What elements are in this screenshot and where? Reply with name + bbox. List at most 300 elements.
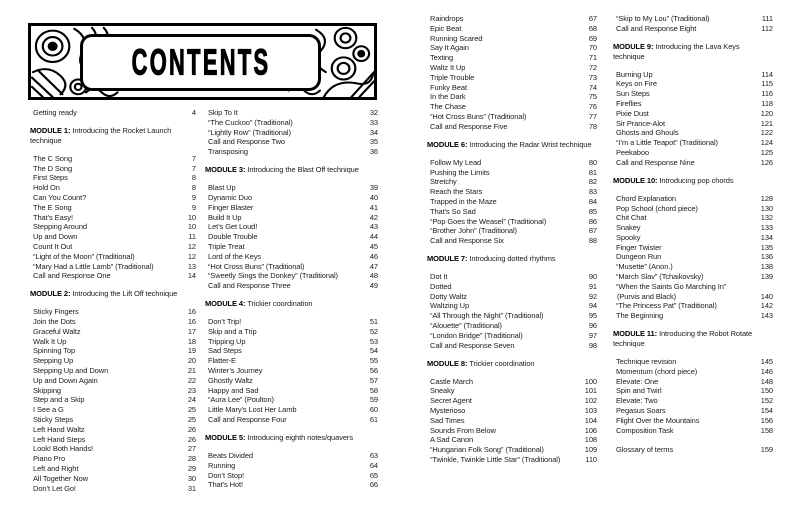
entry-title: A Sad Canon xyxy=(430,435,474,445)
toc-entry xyxy=(613,445,773,455)
entry-title: “When the Saints Go Marching In” xyxy=(616,281,727,291)
entry-page: 17 xyxy=(187,326,196,336)
toc-entry xyxy=(613,367,773,377)
entry-page: 10 xyxy=(187,222,196,232)
entry-title: Epic Beat xyxy=(430,23,462,33)
entry-title: Castle March xyxy=(430,376,473,386)
toc-entry xyxy=(205,213,378,223)
entry-page: 152 xyxy=(760,396,773,406)
toc-entry xyxy=(30,164,196,174)
entry-title: Don’t Let Go! xyxy=(33,483,76,493)
entry-page: 91 xyxy=(588,281,597,291)
entry-page: 87 xyxy=(588,226,597,236)
entry-page: 145 xyxy=(760,357,773,367)
entry-page: 135 xyxy=(760,242,773,252)
toc-entry xyxy=(205,395,378,405)
entry-page: 84 xyxy=(588,196,597,206)
entry-page: 74 xyxy=(588,82,597,92)
module-heading xyxy=(427,359,597,369)
entry-title: The C Song xyxy=(33,153,73,163)
entry-page: 126 xyxy=(760,157,773,167)
toc-entry xyxy=(427,396,597,406)
entry-page: 130 xyxy=(760,203,773,213)
entry-title: Call and Response Two xyxy=(208,137,285,147)
toc-entry xyxy=(427,158,597,168)
entry-title: “Mary Had a Little Lamb” (Traditional) xyxy=(33,261,154,271)
entry-page: 25 xyxy=(187,405,196,415)
entry-title: “Sweetly Sings the Donkey” (Traditional) xyxy=(208,271,338,281)
toc-entry xyxy=(30,327,196,337)
entry-title: “I’m a Little Teapot” (Traditional) xyxy=(616,138,718,148)
entry-page: 114 xyxy=(761,69,773,79)
entry-page: 61 xyxy=(369,415,378,425)
toc-entry xyxy=(613,272,773,282)
entry-title: Call and Response Three xyxy=(208,281,291,291)
toc-entry xyxy=(205,137,378,147)
entry-title: Count It Out xyxy=(33,241,73,251)
module-desc: Introducing the Robot Rotate technique xyxy=(613,329,753,349)
toc-entry xyxy=(427,34,597,44)
entry-page: 27 xyxy=(187,444,196,454)
entry-page: 132 xyxy=(760,213,773,223)
module-heading xyxy=(613,329,773,349)
entry-page: 100 xyxy=(584,376,597,386)
entry-title: Burning Up xyxy=(616,69,653,79)
toc-entry xyxy=(613,204,773,214)
module-label: MODULE 11: xyxy=(613,329,659,339)
toc-entry xyxy=(427,73,597,83)
entry-title: Snakey xyxy=(616,223,641,233)
entry-page: 81 xyxy=(588,167,597,177)
entry-title: Stepping Up and Down xyxy=(33,366,109,376)
entry-page: 45 xyxy=(369,241,378,251)
entry-page: 26 xyxy=(187,424,196,434)
toc-entry xyxy=(613,119,773,129)
entry-page: 20 xyxy=(187,356,196,366)
entry-page: 18 xyxy=(187,336,196,346)
entry-page: 22 xyxy=(187,375,196,385)
toc-entry xyxy=(205,386,378,396)
toc-entry xyxy=(30,108,196,118)
entry-title: Sticky Steps xyxy=(33,415,74,425)
entry-title: “Brother John” (Traditional) xyxy=(430,226,517,236)
entry-page: 116 xyxy=(761,89,773,99)
toc-entry xyxy=(613,194,773,204)
module-label: MODULE 9: xyxy=(613,41,656,51)
entry-title: Funky Beat xyxy=(430,82,467,92)
entry-title: Pushing the Limits xyxy=(430,167,490,177)
entry-title: Follow My Lead xyxy=(430,157,482,167)
entry-title: Call and Response Nine xyxy=(616,157,695,167)
entry-title: Join the Dots xyxy=(33,317,76,327)
entry-title: Dungeon Run xyxy=(616,252,662,262)
entry-page: 9 xyxy=(191,202,196,212)
entry-title: Skip and a Trip xyxy=(208,326,257,336)
entry-page: 41 xyxy=(369,202,378,212)
toc-entry xyxy=(613,14,773,24)
module-label: MODULE 6: xyxy=(427,139,470,149)
entry-page: 76 xyxy=(588,102,597,112)
entry-page: 82 xyxy=(588,177,597,187)
entry-title: Sun Steps xyxy=(616,89,650,99)
entry-title: “Lightly Row” (Traditional) xyxy=(208,127,291,137)
entry-page: 21 xyxy=(187,366,196,376)
entry-title: Don’t Trip! xyxy=(208,317,242,327)
entry-page: 140 xyxy=(760,291,773,301)
entry-page: 104 xyxy=(584,415,597,425)
toc-entry xyxy=(427,63,597,73)
entry-page: 68 xyxy=(588,23,597,33)
entry-title: Graceful Waltz xyxy=(33,326,81,336)
entry-title: Left Hand Steps xyxy=(33,434,86,444)
toc-entry xyxy=(427,445,597,455)
entry-title: All Together Now xyxy=(33,473,88,483)
toc-entry xyxy=(427,426,597,436)
entry-page: 9 xyxy=(191,192,196,202)
entry-page: 40 xyxy=(369,192,378,202)
entry-page: 7 xyxy=(191,163,196,173)
entry-page: 73 xyxy=(588,72,597,82)
entry-title: Blast Up xyxy=(208,183,236,193)
entry-title: The D Song xyxy=(33,163,73,173)
entry-title: Transposing xyxy=(208,147,248,157)
entry-title: Waltzing Up xyxy=(430,301,470,311)
column-gap xyxy=(613,435,773,445)
toc-entry xyxy=(30,222,196,232)
entry-title: Double Trouble xyxy=(208,232,258,242)
entry-title: Finger Twister xyxy=(616,242,662,252)
entry-page: 53 xyxy=(369,336,378,346)
toc-entry xyxy=(30,454,196,464)
entry-title: Up and Down Again xyxy=(33,375,98,385)
entry-title: Peekaboo xyxy=(616,147,649,157)
toc-header xyxy=(28,23,377,100)
entry-title: Dot It xyxy=(430,272,448,282)
toc-entry xyxy=(205,451,378,461)
module-heading xyxy=(613,42,773,62)
toc-entry xyxy=(427,43,597,53)
toc-entry xyxy=(613,233,773,243)
entry-title: “Hot Cross Buns” (Traditional) xyxy=(208,261,305,271)
entry-title: Pegasus Soars xyxy=(616,406,666,416)
entry-page: 125 xyxy=(760,147,773,157)
entry-title: Hold On xyxy=(33,183,60,193)
entry-title: Build It Up xyxy=(208,212,242,222)
toc-entry xyxy=(30,395,196,405)
entry-page: 12 xyxy=(187,241,196,251)
entry-page: 97 xyxy=(588,330,597,340)
toc-entry xyxy=(30,346,196,356)
module-heading xyxy=(30,289,196,299)
entry-title: Fireflies xyxy=(616,98,642,108)
toc-entry xyxy=(30,464,196,474)
toc-entry xyxy=(205,252,378,262)
entry-title: That’s Easy! xyxy=(33,212,73,222)
toc-entry xyxy=(613,138,773,148)
toc-entry xyxy=(205,461,378,471)
entry-title: “Aura Lee” (Poulton) xyxy=(208,395,274,405)
entry-page: 43 xyxy=(369,222,378,232)
toc-entry xyxy=(30,232,196,242)
entry-page: 142 xyxy=(760,301,773,311)
toc-entry xyxy=(427,102,597,112)
entry-page: 86 xyxy=(588,216,597,226)
entry-page: 67 xyxy=(588,14,597,23)
entry-title: Glossary of terms xyxy=(616,445,674,455)
toc-column-4 xyxy=(613,14,773,455)
toc-entry xyxy=(30,262,196,272)
entry-title: Flatter-E xyxy=(208,356,236,366)
entry-title: Getting ready xyxy=(33,108,77,117)
toc-entry xyxy=(205,480,378,490)
entry-page: 52 xyxy=(369,326,378,336)
entry-title: Composition Task xyxy=(616,425,674,435)
entry-page: 108 xyxy=(584,435,597,445)
toc-entry xyxy=(613,243,773,253)
toc-entry xyxy=(205,271,378,281)
toc-entry xyxy=(205,366,378,376)
entry-title: “Twinkle, Twinkle Little Star” (Traditional) xyxy=(430,455,561,464)
entry-title: Technique revision xyxy=(616,357,677,367)
entry-title: Spin and Twirl xyxy=(616,386,662,396)
entry-page: 133 xyxy=(760,223,773,233)
entry-title: Sounds From Below xyxy=(430,425,496,435)
module-desc: Trickier coordination xyxy=(247,299,313,309)
entry-page: 54 xyxy=(369,346,378,356)
entry-page: 94 xyxy=(588,301,597,311)
toc-entry xyxy=(613,426,773,436)
entry-title: Say It Again xyxy=(430,43,469,53)
entry-page: 48 xyxy=(369,271,378,281)
toc-entry xyxy=(205,232,378,242)
entry-page: 120 xyxy=(760,108,773,118)
entry-title: Let’s Get Loud! xyxy=(208,222,258,232)
entry-page: 106 xyxy=(584,425,597,435)
toc-entry xyxy=(613,282,773,292)
toc-entry xyxy=(205,183,378,193)
entry-title: Keys on Fire xyxy=(616,79,657,89)
entry-page: 30 xyxy=(187,473,196,483)
entry-title: Call and Response Five xyxy=(430,121,508,131)
entry-page: 23 xyxy=(187,385,196,395)
toc-entry xyxy=(427,282,597,292)
toc-entry xyxy=(205,203,378,213)
toc-entry xyxy=(613,292,773,302)
entry-title: “All Through the Night” (Traditional) xyxy=(430,311,544,321)
entry-page: 32 xyxy=(369,108,378,117)
entry-page: 28 xyxy=(187,454,196,464)
entry-title: “London Bridge” (Traditional) xyxy=(430,330,523,340)
entry-page: 128 xyxy=(760,193,773,203)
module-desc: Introducing eighth notes/quavers xyxy=(247,433,353,443)
toc-entry xyxy=(30,307,196,317)
module-desc: Introducing the Lift Off technique xyxy=(72,289,178,299)
toc-entry xyxy=(613,24,773,34)
toc-entry xyxy=(613,109,773,119)
entry-page: 42 xyxy=(369,212,378,222)
toc-entry xyxy=(427,122,597,132)
entry-page: 69 xyxy=(588,33,597,43)
toc-entry xyxy=(205,376,378,386)
toc-entry xyxy=(613,377,773,387)
module-label: MODULE 8: xyxy=(427,358,470,368)
toc-entry xyxy=(205,346,378,356)
entry-page: 101 xyxy=(584,386,597,396)
module-label: MODULE 7: xyxy=(427,254,470,264)
entry-page: 72 xyxy=(588,62,597,72)
entry-page: 154 xyxy=(760,406,773,416)
entry-page: 14 xyxy=(187,271,196,281)
toc-entry xyxy=(427,455,597,465)
entry-title: The Chase xyxy=(430,102,466,112)
entry-page: 110 xyxy=(585,455,597,464)
entry-title: Left Hand Waltz xyxy=(33,424,85,434)
entry-page: 29 xyxy=(187,464,196,474)
entry-title: That’s Hot! xyxy=(208,480,244,490)
toc-entry xyxy=(30,356,196,366)
entry-page: 122 xyxy=(760,128,773,138)
toc-entry xyxy=(30,337,196,347)
entry-title: Elevate: One xyxy=(616,376,659,386)
entry-title: Pop School (chord piece) xyxy=(616,203,698,213)
entry-page: 16 xyxy=(187,307,196,317)
entry-page: 57 xyxy=(369,375,378,385)
entry-title: Finger Blaster xyxy=(208,202,254,212)
toc-entry xyxy=(613,99,773,109)
entry-page: 58 xyxy=(369,385,378,395)
entry-page: 33 xyxy=(369,117,378,127)
entry-title: “Hungarian Folk Song” (Traditional) xyxy=(430,445,544,455)
module-heading xyxy=(427,254,597,264)
toc-entry xyxy=(613,70,773,80)
module-label: MODULE 10: xyxy=(613,175,660,185)
toc-entry xyxy=(427,226,597,236)
toc-entry xyxy=(427,292,597,302)
entry-title: Running xyxy=(208,460,236,470)
toc-entry xyxy=(205,327,378,337)
entry-page: 118 xyxy=(761,98,773,108)
module-heading xyxy=(427,140,597,150)
entry-page: 136 xyxy=(760,252,773,262)
toc-entry xyxy=(613,386,773,396)
toc-entry xyxy=(613,128,773,138)
entry-page: 148 xyxy=(760,376,773,386)
toc-entry xyxy=(205,317,378,327)
toc-entry xyxy=(613,79,773,89)
entry-page: 139 xyxy=(760,272,773,282)
entry-page: 59 xyxy=(369,395,378,405)
entry-title: The Beginning xyxy=(616,311,664,321)
toc-entry xyxy=(205,356,378,366)
toc-entry xyxy=(205,242,378,252)
toc-entry xyxy=(30,484,196,494)
entry-page: 102 xyxy=(584,396,597,406)
entry-title: Triple Trouble xyxy=(430,72,475,82)
entry-title: Texting xyxy=(430,53,454,63)
toc-entry xyxy=(613,252,773,262)
entry-page: 34 xyxy=(369,127,378,137)
entry-title: The E Song xyxy=(33,202,72,212)
page-title: CONTENTS xyxy=(131,41,270,82)
toc-entry xyxy=(613,89,773,99)
toc-entry xyxy=(30,405,196,415)
entry-page: 55 xyxy=(369,356,378,366)
toc-entry xyxy=(30,386,196,396)
entry-title: Chord Explanation xyxy=(616,193,677,203)
entry-title: Walk It Up xyxy=(33,336,67,346)
entry-page: 16 xyxy=(187,317,196,327)
toc-entry xyxy=(205,337,378,347)
entry-page: 8 xyxy=(191,183,196,193)
module-desc: Introducing the Radar Wrist technique xyxy=(469,139,592,149)
entry-page: 150 xyxy=(760,386,773,396)
entry-title: Sad Times xyxy=(430,415,465,425)
entry-title: Left and Right xyxy=(33,464,79,474)
entry-title: “The Princess Pat” (Traditional) xyxy=(616,301,717,311)
toc-entry xyxy=(427,177,597,187)
entry-page: 7 xyxy=(191,153,196,163)
entry-title: “March Slav” (Tchaikovsky) xyxy=(616,272,704,282)
entry-title: (Purvis and Black) xyxy=(617,291,677,301)
entry-page: 143 xyxy=(760,311,773,321)
entry-title: Pixie Dust xyxy=(616,108,649,118)
entry-page: 64 xyxy=(369,460,378,470)
entry-title: Trapped in the Maze xyxy=(430,196,497,206)
entry-title: Lord of the Keys xyxy=(208,251,262,261)
toc-entry xyxy=(613,406,773,416)
entry-title: Running Scared xyxy=(430,33,483,43)
entry-title: Call and Response Eight xyxy=(616,23,697,33)
toc-entry xyxy=(613,396,773,406)
entry-title: Sir Prance-Alot xyxy=(616,118,665,128)
entry-title: Chit Chat xyxy=(616,213,647,223)
toc-column-1 xyxy=(30,108,196,493)
toc-entry xyxy=(30,444,196,454)
toc-entry xyxy=(427,14,597,24)
entry-title: “Hot Cross Buns” (Traditional) xyxy=(430,111,527,121)
entry-title: Little Mary’s Lost Her Lamb xyxy=(208,405,297,415)
entry-page: 95 xyxy=(588,311,597,321)
entry-title: “Light of the Moon” (Traditional) xyxy=(33,251,135,261)
entry-page: 8 xyxy=(191,173,196,183)
toc-entry xyxy=(30,317,196,327)
toc-entry xyxy=(427,321,597,331)
entry-title: First Steps xyxy=(33,173,68,183)
entry-page: 159 xyxy=(760,445,773,455)
entry-title: Sticky Fingers xyxy=(33,307,79,317)
entry-page: 77 xyxy=(588,111,597,121)
toc-entry xyxy=(30,173,196,183)
entry-page: 103 xyxy=(584,406,597,416)
entry-title: Sad Steps xyxy=(208,346,242,356)
module-label: MODULE 3: xyxy=(205,165,248,175)
entry-page: 65 xyxy=(369,470,378,480)
toc-entry xyxy=(30,252,196,262)
entry-title: Sneaky xyxy=(430,386,455,396)
entry-page: 46 xyxy=(369,251,378,261)
toc-entry xyxy=(205,108,378,118)
entry-title: Beats Divided xyxy=(208,451,253,461)
toc-entry xyxy=(30,366,196,376)
module-desc: Introducing pop chords xyxy=(659,175,734,185)
toc-entry xyxy=(427,331,597,341)
toc-entry xyxy=(427,341,597,351)
toc-entry xyxy=(427,311,597,321)
module-label: MODULE 2: xyxy=(30,289,73,299)
entry-page: 19 xyxy=(187,346,196,356)
entry-page: 35 xyxy=(369,137,378,147)
entry-page: 158 xyxy=(760,425,773,435)
